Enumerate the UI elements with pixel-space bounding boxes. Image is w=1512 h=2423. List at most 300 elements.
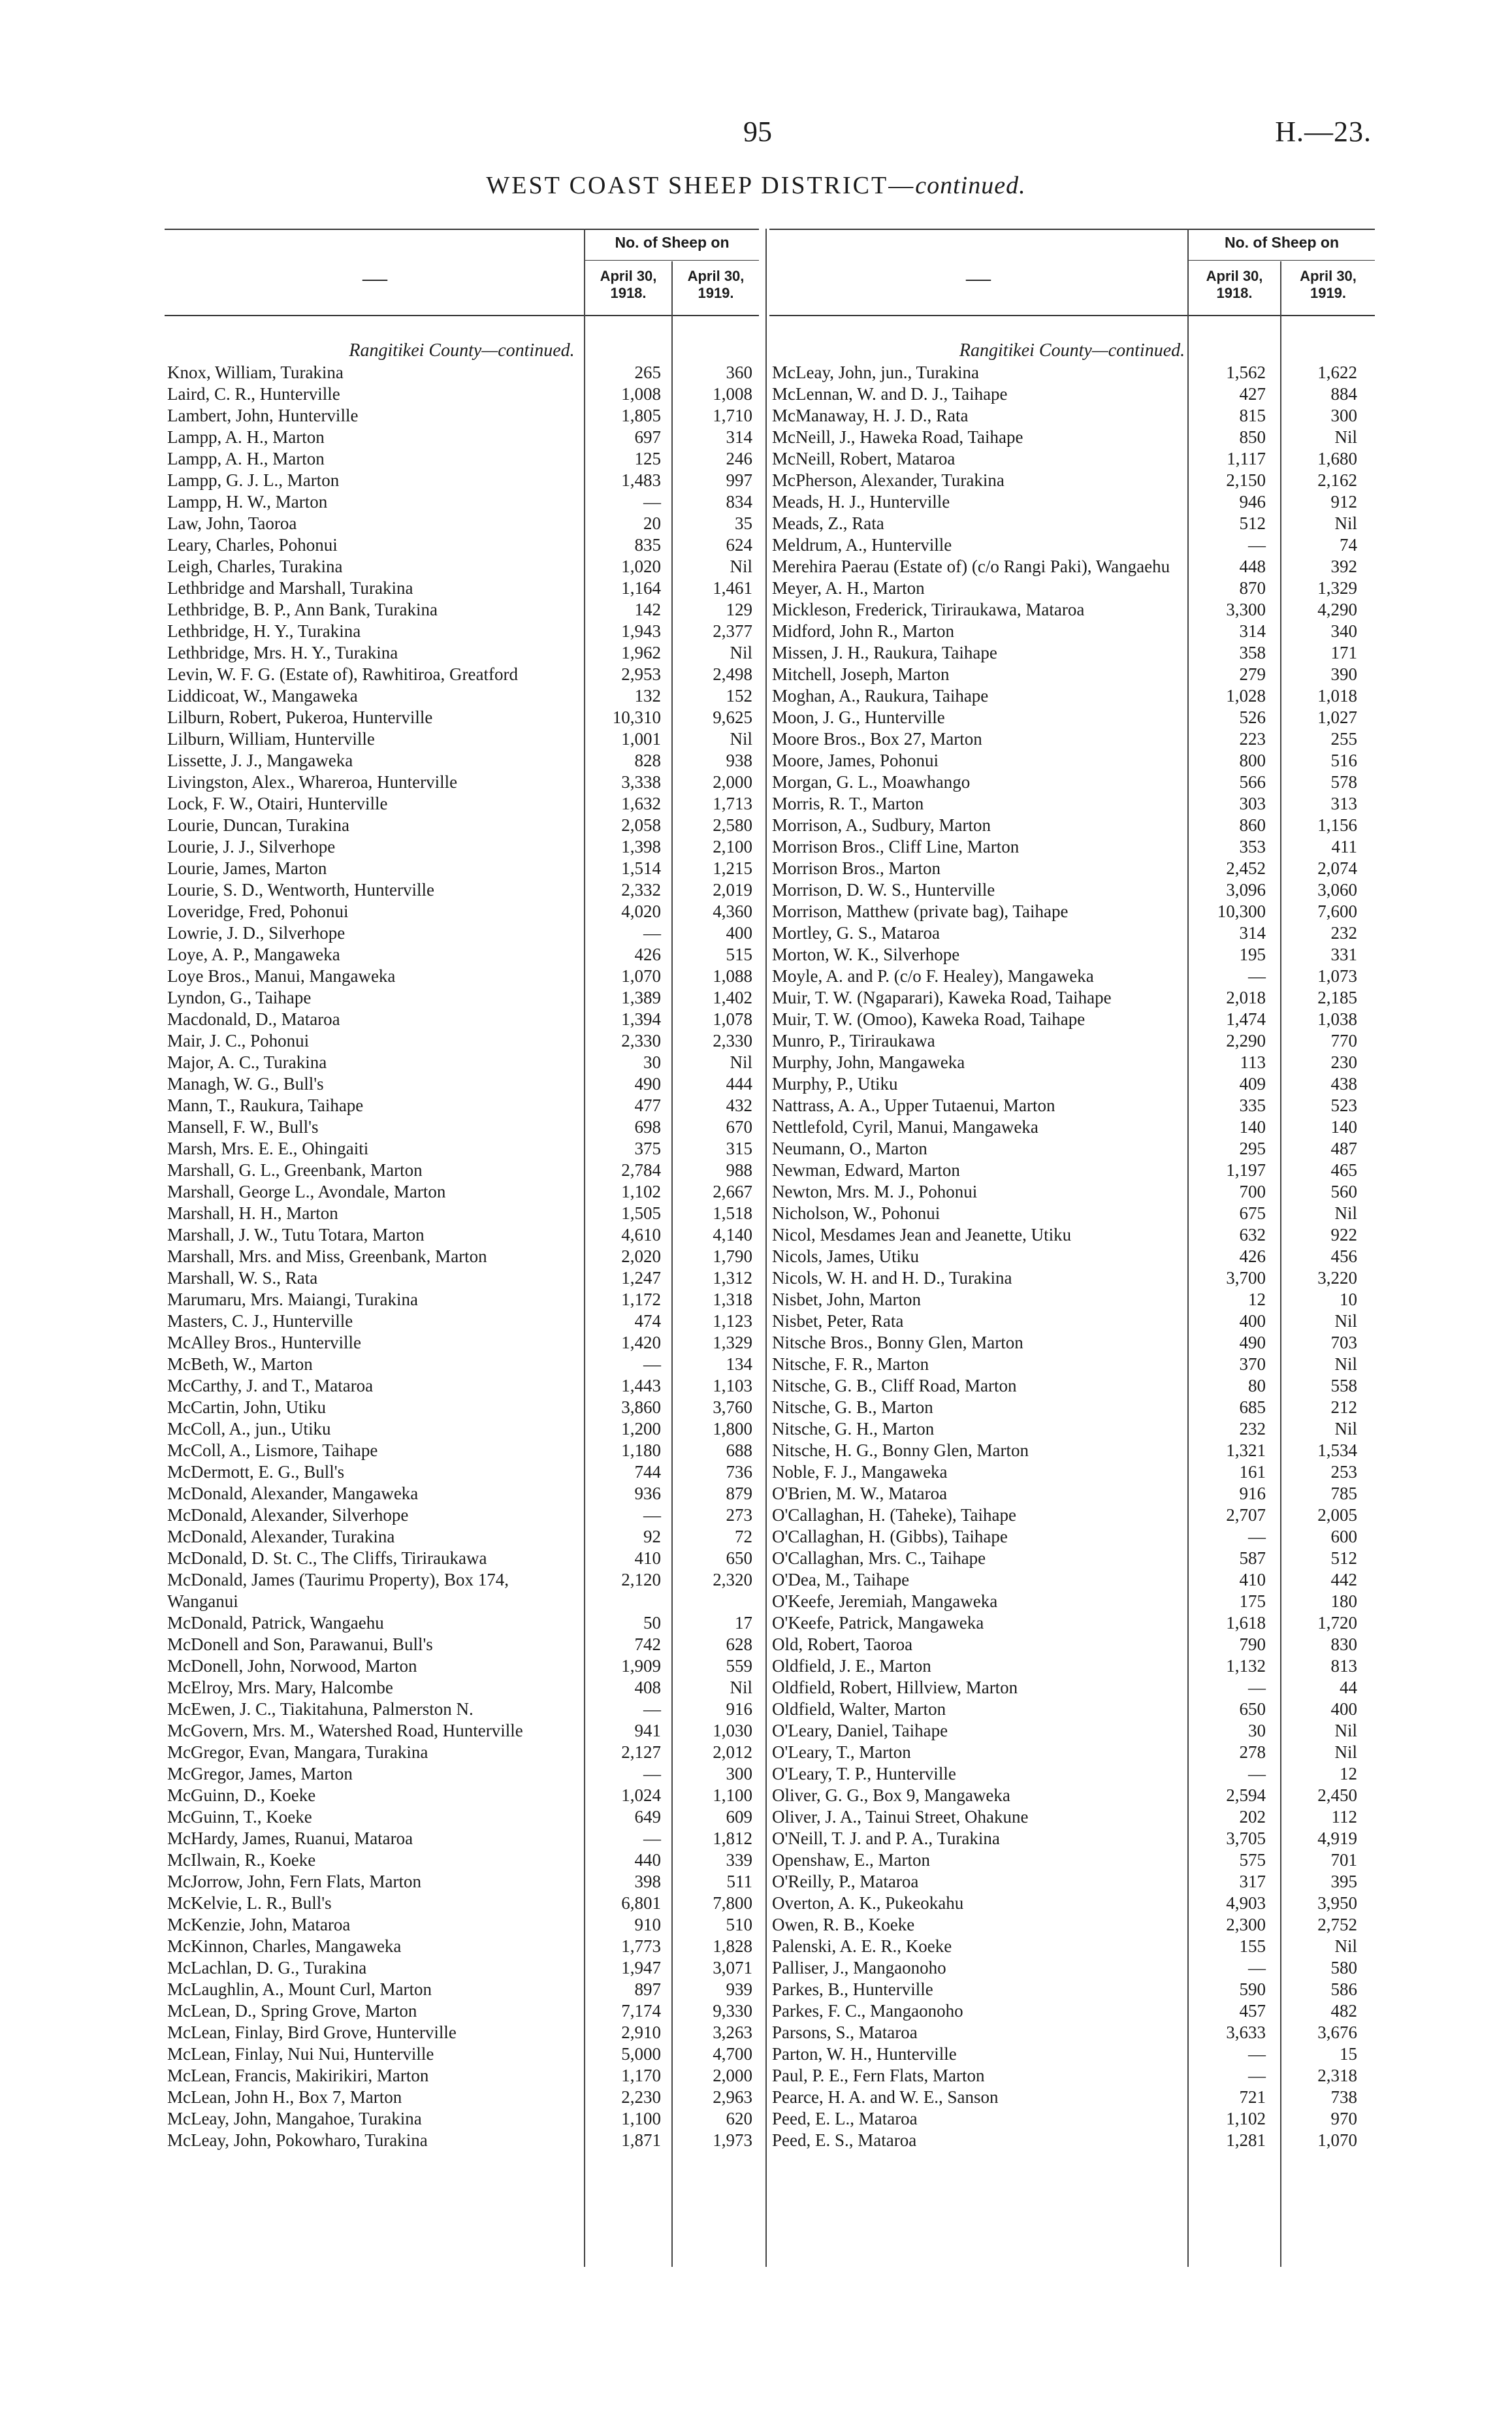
sheep-1919: 559: [726, 1656, 752, 1676]
sheep-1919: 2,019: [713, 880, 752, 900]
holder-name: Lourie, Duncan, Turakina: [167, 815, 349, 835]
sheep-1918: 3,096: [1226, 880, 1266, 900]
sheep-1918: 916: [1239, 1484, 1266, 1503]
sheep-1919: 180: [1330, 1591, 1357, 1611]
sheep-1919: 246: [726, 449, 752, 468]
sheep-1918: 3,300: [1226, 600, 1266, 619]
table-row: [769, 1009, 1375, 1030]
table-row: [165, 1203, 759, 1224]
sheep-1919: 1,973: [713, 2130, 752, 2150]
sheep-1918: 1,505: [621, 1203, 661, 1223]
holder-name: Leary, Charles, Pohonui: [167, 535, 338, 555]
holder-name: O'Keefe, Jeremiah, Mangaweka: [772, 1591, 998, 1611]
sheep-1918: 265: [634, 363, 661, 382]
sheep-1919: 444: [726, 1074, 752, 1094]
sheep-1918: —: [643, 1699, 661, 1719]
table-row: [165, 1246, 759, 1267]
sheep-1918: 20: [643, 513, 661, 533]
table-row: [165, 556, 759, 577]
sheep-1919: Nil: [1334, 1721, 1357, 1740]
holder-name: Levin, W. F. G. (Estate of), Rawhitiroa, Greatford: [167, 664, 518, 684]
holder-name: Marshall, Mrs. and Miss, Greenbank, Marton: [167, 1246, 487, 1266]
table-row: [769, 491, 1375, 513]
table-row: [769, 1181, 1375, 1203]
sheep-1919: 432: [726, 1096, 752, 1115]
table-row: [165, 1677, 759, 1699]
sheep-1918: 936: [634, 1484, 661, 1503]
sheep-1918: 1,024: [621, 1785, 661, 1805]
holder-name: Moore, James, Pohonui: [772, 751, 939, 770]
table-row: [769, 728, 1375, 750]
sheep-1918: 2,784: [621, 1160, 661, 1180]
sheep-1918: 92: [643, 1527, 661, 1546]
sheep-1919: Nil: [1334, 1311, 1357, 1331]
sheep-1918: 1,474: [1226, 1009, 1266, 1029]
holder-name: Oldfield, Walter, Marton: [772, 1699, 946, 1719]
sheep-1919: 510: [726, 1915, 752, 1934]
holder-name: McIlwain, R., Koeke: [167, 1850, 316, 1870]
sheep-1919: 300: [1330, 406, 1357, 425]
title-continued: continued.: [915, 172, 1026, 199]
sheep-1919: 411: [1331, 837, 1357, 856]
sheep-1919: 2,012: [713, 1742, 752, 1762]
sheep-1918: 490: [634, 1074, 661, 1094]
table-row: [769, 664, 1375, 685]
sheep-1918: 650: [1239, 1699, 1266, 1719]
table-row: [769, 1957, 1375, 1979]
sheep-1918: 1,170: [621, 2066, 661, 2085]
sheep-1919: 916: [726, 1699, 752, 1719]
holder-name: McKinnon, Charles, Mangaweka: [167, 1936, 402, 1956]
holder-name: Lourie, James, Marton: [167, 858, 327, 878]
table-row: [165, 1418, 759, 1440]
holder-name: O'Callaghan, H. (Taheke), Taihape: [772, 1505, 1016, 1525]
holder-name: Neumann, O., Marton: [772, 1139, 927, 1158]
holder-name: McGuinn, T., Koeke: [167, 1807, 312, 1827]
holder-name: McCarthy, J. and T., Mataroa: [167, 1376, 374, 1395]
sheep-1918: 1,001: [621, 729, 661, 749]
holder-name: McLean, Finlay, Bird Grove, Hunterville: [167, 2023, 457, 2042]
sheep-1918: 2,332: [621, 880, 661, 900]
sheep-1919: 939: [726, 1979, 752, 1999]
table-row: [165, 1310, 759, 1332]
holder-name: McDonell and Son, Parawanui, Bull's: [167, 1634, 433, 1654]
sheep-1918: 1,394: [621, 1009, 661, 1029]
sheep-1919: 3,950: [1317, 1893, 1357, 1913]
sheep-1918: 426: [1239, 1246, 1266, 1266]
sheep-1919: 4,700: [713, 2044, 752, 2064]
sheep-1919: 230: [1330, 1052, 1357, 1072]
table-row: [165, 2130, 759, 2151]
sheep-1918: 1,483: [621, 470, 661, 490]
holder-name: O'Leary, Daniel, Taihape: [772, 1721, 948, 1740]
sheep-1918: 910: [634, 1915, 661, 1934]
sheep-1918: 1,618: [1226, 1613, 1266, 1633]
sheep-1919: 650: [726, 1548, 752, 1568]
sheep-1919: 701: [1330, 1850, 1357, 1870]
sheep-1919: 15: [1340, 2044, 1357, 2064]
sheep-1919: 35: [735, 513, 752, 533]
sheep-1918: 1,871: [621, 2130, 661, 2150]
holder-name: Loye, A. P., Mangaweka: [167, 945, 340, 964]
sheep-1918: —: [1248, 1764, 1266, 1783]
sheep-1919: Nil: [730, 1052, 752, 1072]
table-row: [165, 448, 759, 470]
holder-name: O'Leary, T. P., Hunterville: [772, 1764, 956, 1783]
table-row: [165, 1332, 759, 1354]
sheep-1919: 212: [1330, 1397, 1357, 1417]
table-row: [165, 1612, 759, 1634]
holder-name: Marsh, Mrs. E. E., Ohingaiti: [167, 1139, 369, 1158]
sheep-1919: 578: [1330, 772, 1357, 792]
holder-name: McLeay, John, Pokowharo, Turakina: [167, 2130, 428, 2150]
sheep-1918: 675: [1239, 1203, 1266, 1223]
table-row: [769, 707, 1375, 728]
sheep-1918: 279: [1239, 664, 1266, 684]
sheep-1919: Nil: [1334, 1354, 1357, 1374]
table-row: [769, 772, 1375, 793]
holder-name: McDonald, Alexander, Silverhope: [167, 1505, 409, 1525]
sheep-1919: 620: [726, 2109, 752, 2128]
sheep-1919: Nil: [1334, 1419, 1357, 1439]
sheep-1918: 448: [1239, 557, 1266, 576]
sheep-1918: 512: [1239, 513, 1266, 533]
sheep-1919: 313: [1330, 794, 1357, 813]
sheep-1918: 860: [1239, 815, 1266, 835]
holder-name: O'Dea, M., Taihape: [772, 1570, 910, 1589]
table-row: [769, 1655, 1375, 1677]
table-row: [769, 1806, 1375, 1828]
sheep-1919: Nil: [730, 557, 752, 576]
table-row: [769, 470, 1375, 491]
table-row: [769, 1440, 1375, 1461]
holder-name: Overton, A. K., Pukeokahu: [772, 1893, 964, 1913]
sheep-1919: 2,318: [1317, 2066, 1357, 2085]
holder-name: McCartin, John, Utiku: [167, 1397, 326, 1417]
sheep-1918: 161: [1239, 1462, 1266, 1482]
sheep-1919: 1,318: [713, 1290, 752, 1309]
holder-name: Paul, P. E., Fern Flats, Marton: [772, 2066, 985, 2085]
holder-name: Lilburn, Robert, Pukeroa, Hunterville: [167, 707, 433, 727]
table-row: [769, 642, 1375, 664]
table-row: [769, 836, 1375, 858]
sheep-1919: 400: [1330, 1699, 1357, 1719]
holder-name: Palliser, J., Mangaonoho: [772, 1958, 946, 1977]
holder-name: Merehira Paerau (Estate of) (c/o Rangi Paki), Wangaehu: [772, 557, 1170, 576]
holder-name: McPherson, Alexander, Turakina: [772, 470, 1005, 490]
sheep-1918: 2,150: [1226, 470, 1266, 490]
holder-name: McManaway, H. J. D., Rata: [772, 406, 969, 425]
holder-name: Lampp, A. H., Marton: [167, 449, 325, 468]
table-row: [165, 1440, 759, 1461]
sheep-1919: 1,710: [713, 406, 752, 425]
holder-name: Mortley, G. S., Mataroa: [772, 923, 940, 943]
table-row: [165, 1289, 759, 1310]
sheep-1918: 2,018: [1226, 988, 1266, 1007]
sheep-1919: 4,360: [713, 902, 752, 921]
sheep-1919: 515: [726, 945, 752, 964]
sheep-1918: 3,633: [1226, 2023, 1266, 2042]
table-row: [165, 1461, 759, 1483]
sheep-1919: 586: [1330, 1979, 1357, 1999]
sheep-1918: 835: [634, 535, 661, 555]
sheep-1918: 3,338: [621, 772, 661, 792]
sheep-1918: 1,197: [1226, 1160, 1266, 1180]
holder-name: Lowrie, J. D., Silverhope: [167, 923, 346, 943]
sheep-1918: 828: [634, 751, 661, 770]
sheep-1918: 1,281: [1226, 2130, 1266, 2150]
sheep-1918: 125: [634, 449, 661, 468]
sheep-1919: 4,919: [1317, 1829, 1357, 1848]
holder-name: McGregor, Evan, Mangara, Turakina: [167, 1742, 428, 1762]
holder-name: Lampp, A. H., Marton: [167, 427, 325, 447]
sheep-1919: 1,622: [1317, 363, 1357, 382]
sheep-1918: 4,610: [621, 1225, 661, 1244]
holder-name: Lampp, G. J. L., Marton: [167, 470, 340, 490]
holder-name: McKenzie, John, Mataroa: [167, 1915, 351, 1934]
page-title: [392, 171, 1120, 200]
sheep-1918: 303: [1239, 794, 1266, 813]
table-row: [769, 1224, 1375, 1246]
table-row: [769, 901, 1375, 922]
sheep-1919: 74: [1340, 535, 1357, 555]
header-group-label: No. of Sheep on: [585, 234, 759, 261]
sheep-1919: 360: [726, 363, 752, 382]
sheep-1918: 1,247: [621, 1268, 661, 1288]
sheep-1918: 590: [1239, 1979, 1266, 1999]
sheep-1918: 2,020: [621, 1246, 661, 1266]
holder-name: McAlley Bros., Hunterville: [167, 1333, 361, 1352]
sheep-1918: 410: [1239, 1570, 1266, 1589]
sheep-1919: 2,377: [713, 621, 752, 641]
table-row: [165, 1116, 759, 1138]
sheep-1918: 30: [1248, 1721, 1266, 1740]
table-row: [769, 383, 1375, 405]
sheep-1919: 400: [726, 923, 752, 943]
sheep-1919: 600: [1330, 1527, 1357, 1546]
sheep-1918: 3,700: [1226, 1268, 1266, 1288]
table-row: [769, 1461, 1375, 1483]
table-row: [165, 1742, 759, 1763]
table-row: [769, 405, 1375, 427]
sheep-1919: 456: [1330, 1246, 1357, 1266]
holder-name: Morrison, Matthew (private bag), Taihape: [772, 902, 1069, 921]
table-row: [769, 599, 1375, 621]
document-reference: H.—23.: [1275, 116, 1372, 148]
holder-name: Openshaw, E., Marton: [772, 1850, 930, 1870]
table-row: [769, 1979, 1375, 2000]
sheep-1919: 609: [726, 1807, 752, 1827]
sheep-1919: 1,790: [713, 1246, 752, 1266]
sheep-1919: 17: [735, 1613, 752, 1633]
holder-name: Marshall, George L., Avondale, Marton: [167, 1182, 446, 1201]
table-row: [165, 534, 759, 556]
sheep-1919: 3,071: [713, 1958, 752, 1977]
sheep-1919: 1,027: [1317, 707, 1357, 727]
holder-name: Marshall, J. W., Tutu Totara, Marton: [167, 1225, 425, 1244]
sheep-1919: 511: [726, 1872, 752, 1891]
holder-name: Munro, P., Tiriraukawa: [772, 1031, 935, 1050]
sheep-1918: 195: [1239, 945, 1266, 964]
sheep-1919: 152: [726, 686, 752, 706]
sheep-1919: 1,680: [1317, 449, 1357, 468]
holder-name: Nitsche, F. R., Marton: [772, 1354, 929, 1374]
table-row: [165, 966, 759, 987]
sheep-1918: 526: [1239, 707, 1266, 727]
sheep-1919: 1,073: [1317, 966, 1357, 986]
sheep-1919: 736: [726, 1462, 752, 1482]
sheep-1919: 395: [1330, 1872, 1357, 1891]
table-row: [769, 2087, 1375, 2108]
sheep-1919: 1,123: [713, 1311, 752, 1331]
holder-name: Morris, R. T., Marton: [772, 794, 924, 813]
sheep-1919: 688: [726, 1440, 752, 1460]
table-row: [165, 383, 759, 405]
table-row: [165, 1052, 759, 1073]
sheep-1918: 1,102: [621, 1182, 661, 1201]
table-row: [769, 1591, 1375, 1612]
table-row: [165, 1009, 759, 1030]
holder-name: Morrison Bros., Marton: [772, 858, 941, 878]
holder-name: Lambert, John, Hunterville: [167, 406, 359, 425]
sheep-1919: 1,030: [713, 1721, 752, 1740]
sheep-1918: —: [1248, 1958, 1266, 1977]
table-row: [769, 2130, 1375, 2151]
holder-name: Missen, J. H., Raukura, Taihape: [772, 643, 997, 662]
sheep-1919: 1,008: [713, 384, 752, 404]
holder-name: McGregor, James, Marton: [167, 1764, 353, 1783]
sheep-1918: 427: [1239, 384, 1266, 404]
table-row: [165, 1397, 759, 1418]
table-row: [769, 1418, 1375, 1440]
table-row: [165, 1763, 759, 1785]
sheep-1918: 132: [634, 686, 661, 706]
holder-name: Managh, W. G., Bull's: [167, 1074, 324, 1094]
table-row: [769, 2065, 1375, 2087]
sheep-1918: 370: [1239, 1354, 1266, 1374]
sheep-1918: 685: [1239, 1397, 1266, 1417]
holder-name: McLean, Finlay, Nui Nui, Hunterville: [167, 2044, 434, 2064]
sheep-1918: 140: [1239, 1117, 1266, 1137]
sheep-1918: 477: [634, 1096, 661, 1115]
table-row: [769, 1160, 1375, 1181]
table-row: [165, 1655, 759, 1677]
sheep-1918: 1,102: [1226, 2109, 1266, 2128]
table-row: [165, 1548, 759, 1569]
table-row: [769, 2022, 1375, 2043]
table-row: [769, 793, 1375, 815]
table-row: [165, 599, 759, 621]
table-row: [165, 728, 759, 750]
section-heading: Rangitikei County—continued.: [349, 340, 575, 361]
sheep-1919: Nil: [1334, 427, 1357, 447]
sheep-1918: 742: [634, 1634, 661, 1654]
holder-name: Parkes, B., Hunterville: [772, 1979, 933, 1999]
sheep-1919: 560: [1330, 1182, 1357, 1201]
holder-name: Pearce, H. A. and W. E., Sanson: [772, 2087, 999, 2107]
table-row: [769, 1871, 1375, 1893]
holder-name: Lock, F. W., Otairi, Hunterville: [167, 794, 388, 813]
sheep-1919: 785: [1330, 1484, 1357, 1503]
holder-name: Nisbet, John, Marton: [772, 1290, 921, 1309]
sheep-1918: 698: [634, 1117, 661, 1137]
sheep-1918: 1,321: [1226, 1440, 1266, 1460]
holder-name: Nitsche, G. H., Marton: [772, 1419, 935, 1439]
holder-name: McDonald, James (Taurimu Property), Box 174, Wanganui: [167, 1570, 509, 1611]
table-row: [769, 1116, 1375, 1138]
sheep-1918: 1,632: [621, 794, 661, 813]
holder-name: Marshall, H. H., Marton: [167, 1203, 338, 1223]
holder-name: Old, Robert, Taoroa: [772, 1634, 913, 1654]
sheep-1919: 2,100: [713, 837, 752, 856]
sheep-1918: 295: [1239, 1139, 1266, 1158]
holder-name: Meldrum, A., Hunterville: [772, 535, 952, 555]
sheep-1918: 278: [1239, 1742, 1266, 1762]
sheep-1918: 2,594: [1226, 1785, 1266, 1805]
table-row: [769, 621, 1375, 642]
holder-name: Nitsche Bros., Bonny Glen, Marton: [772, 1333, 1023, 1352]
table-row: [769, 1914, 1375, 1936]
sheep-1919: 3,760: [713, 1397, 752, 1417]
holder-name: O'Neill, T. J. and P. A., Turakina: [772, 1829, 1000, 1848]
left-table: [165, 229, 759, 2151]
sheep-1918: 3,860: [621, 1397, 661, 1417]
table-row: [769, 1548, 1375, 1569]
sheep-1918: 7,174: [621, 2001, 661, 2021]
holder-name: Marshall, W. S., Rata: [167, 1268, 318, 1288]
table-row: [769, 1246, 1375, 1267]
table-row: [165, 1828, 759, 1849]
holder-name: O'Leary, T., Marton: [772, 1742, 911, 1762]
sheep-1919: 112: [1331, 1807, 1357, 1827]
sheep-1919: 465: [1330, 1160, 1357, 1180]
table-row: [165, 1181, 759, 1203]
sheep-1918: 1,164: [621, 578, 661, 598]
table-row: [165, 1375, 759, 1397]
holder-name: Nattrass, A. A., Upper Tutaenui, Marton: [772, 1096, 1055, 1115]
table-row: [165, 1483, 759, 1504]
sheep-1918: 632: [1239, 1225, 1266, 1244]
table-row: [165, 901, 759, 922]
sheep-1918: 1,132: [1226, 1656, 1266, 1676]
sheep-1918: 815: [1239, 406, 1266, 425]
sheep-1918: 113: [1240, 1052, 1266, 1072]
sheep-1918: 155: [1239, 1936, 1266, 1956]
header-col-1918: April 30, 1918.: [1206, 268, 1263, 301]
sheep-1919: 340: [1330, 621, 1357, 641]
sheep-1918: 1,562: [1226, 363, 1266, 382]
sheep-1918: 440: [634, 1850, 661, 1870]
table-row: [165, 772, 759, 793]
table-row: [769, 1203, 1375, 1224]
sheep-1918: 317: [1239, 1872, 1266, 1891]
holder-name: McLennan, W. and D. J., Taihape: [772, 384, 1008, 404]
sheep-1919: 884: [1330, 384, 1357, 404]
holder-name: McLean, D., Spring Grove, Marton: [167, 2001, 417, 2021]
sheep-1918: 426: [634, 945, 661, 964]
holder-name: Morton, W. K., Silverhope: [772, 945, 960, 964]
table-row: [165, 2087, 759, 2108]
sheep-1918: 410: [634, 1548, 661, 1568]
sheep-1919: 2,580: [713, 815, 752, 835]
holder-name: Oliver, G. G., Box 9, Mangaweka: [772, 1785, 1010, 1805]
table-row: [769, 1310, 1375, 1332]
sheep-1918: 12: [1248, 1290, 1266, 1309]
sheep-1919: 988: [726, 1160, 752, 1180]
sheep-1918: 4,020: [621, 902, 661, 921]
holder-name: Lethbridge, Mrs. H. Y., Turakina: [167, 643, 398, 662]
sheep-1918: 1,008: [621, 384, 661, 404]
